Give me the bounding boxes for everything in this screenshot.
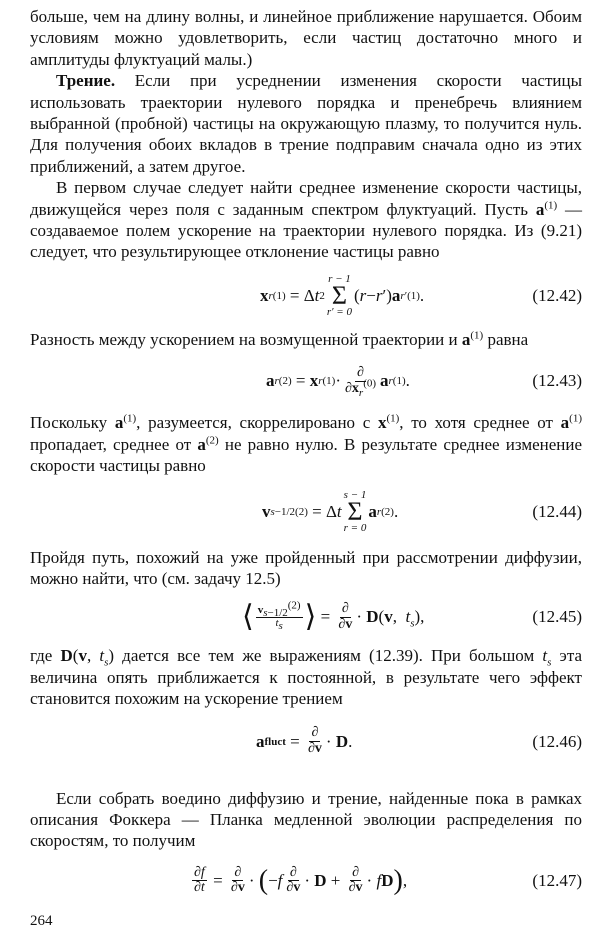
page-content xyxy=(30,6,582,910)
equation-12-47: $\frac{\partial f}{\partial t}$ = $\frac{\partial}{\partial v}$ · ( − f $\frac{\partial}{\partial v}$ · D + $\frac{\partial}{\partial v}$ · f D ) , (12.47) xyxy=(194,864,582,896)
page-number: 264 xyxy=(30,913,53,929)
paragraph-6: Пройдя путь, похожий на уже пройденный при рассмотрении диффузии, можно найти, что (см. задачу 12.5) xyxy=(30,547,582,588)
paragraph-7: где D(v, $t_s$) дается все тем же выражениям (12.39). При большом $t_s$ эта величина опять приближается к постоянной, в результате чего эффект становится похожим на ускорение трением xyxy=(30,646,583,709)
equation-12-43: a r (2) = x r (1) · $\frac{\partial}{\partial x_r^{(0)}}$ a r (1) . (12.43) xyxy=(266,365,582,399)
paragraph-4: Разность между ускорением на возмущенной траектории и $a^{(1)}$ равна xyxy=(30,329,529,349)
paragraph-5: Поскольку $a^{(1)}$, разумеется, скоррелировано с $x^{(1)}$, то хотя среднее от $a^{(1)}$ пропадает, среднее от $a^{(2)}$ не равно нулю. В результате среднее изменение скорости частицы равно xyxy=(30,412,582,476)
equation-12-46: a fluct = $\frac{\partial}{\partial v}$ · D . (12.46) xyxy=(256,725,582,757)
paragraph-friction: Трение. Если при усреднении изменения скорости частицы использовать траектории нулевого порядка и пренебречь влиянием выбранной (пробной) частицы на окружающую плазму, то получится нуль. Для получения обоих вкладов в трение подправим сначала одно из этих приближений, а затем другое. xyxy=(30,71,582,176)
equation-12-42: x r (1) = Δ t 2 r − 1 Σ r′ = 0 ( r − r ′) a r′ (1) . (12.42) xyxy=(260,272,582,318)
paragraph-8: Если собрать воедино диффузию и трение, найденные пока в рамках описания Фоккера — Планка медленной эволюции распределения по скоростям, то получим xyxy=(30,788,582,851)
equation-12-44: v s−1/2 (2) = Δ t s − 1 Σ r = 0 a r (2) . (12.44) xyxy=(262,488,582,534)
equation-12-45: ⟨ $\frac{v_{s-1/2}^{(2)}}{t_s}$ ⟩ = $\frac{\partial}{\partial v}$ · D ( v , $t_s$ ), (12.45) xyxy=(242,599,582,634)
paragraph-3: В первом случае следует найти среднее изменение скорости частицы, движущейся через поля с заданным спектром флуктуаций. Пусть $a^{(1)}$ — создаваемое полем ускорение на траектории нулевого порядка. Из (9.21) следует, что результирующее отклонение частицы равно xyxy=(30,178,582,262)
paragraph-1: больше, чем на длину волны, и линейное приближение нарушается. Обоим условиям можно удовлетворить, если частиц достаточно много и амплитуды флуктуаций малы.) xyxy=(30,7,582,69)
term-friction: Трение. xyxy=(56,71,116,91)
